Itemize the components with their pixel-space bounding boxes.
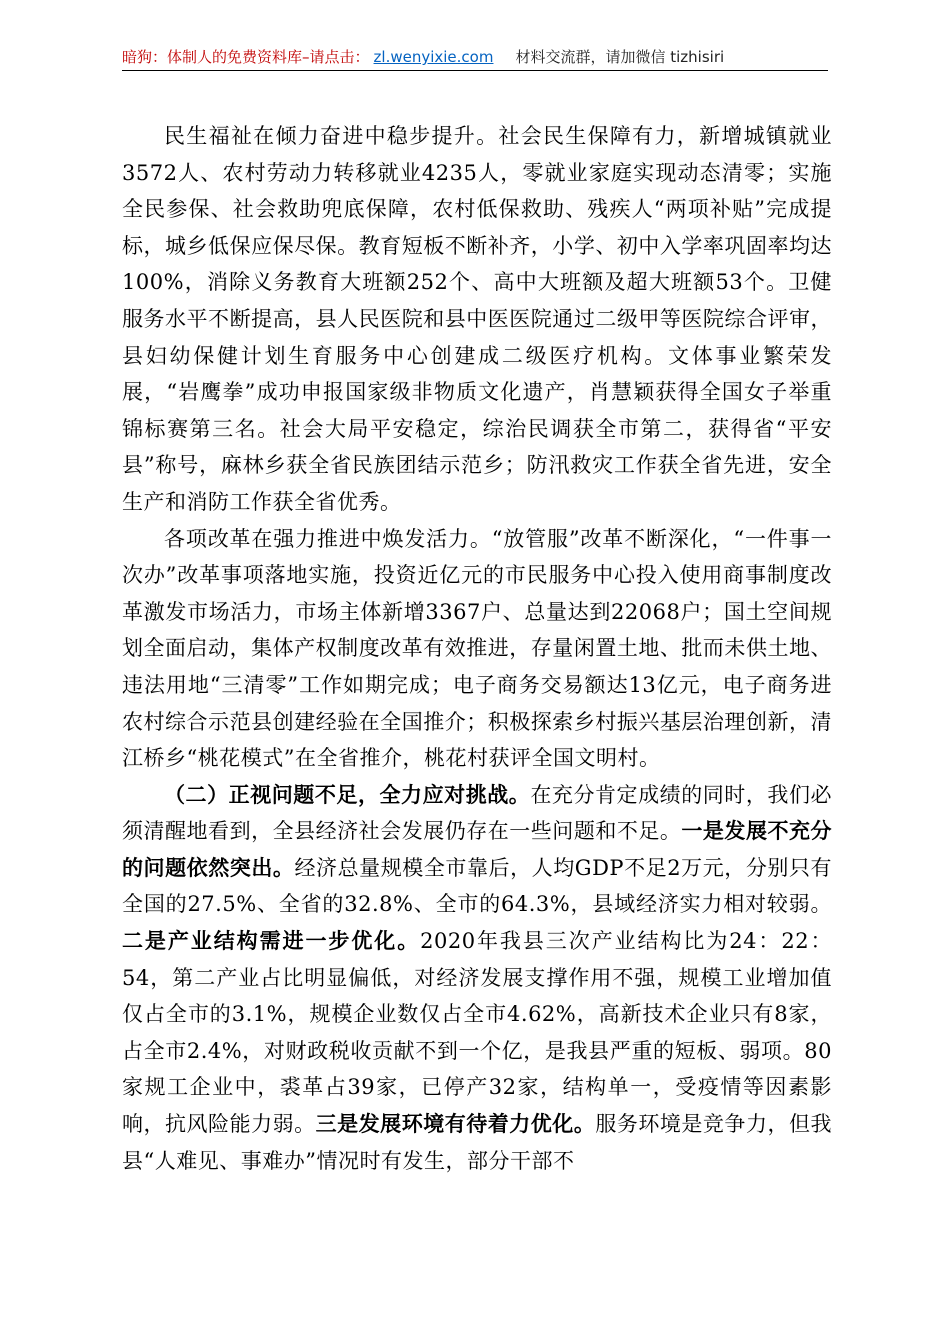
- document-body: [122, 118, 832, 1179]
- page-header: [122, 44, 828, 71]
- paragraph-text: 各项改革在强力推进中焕发活力。“放管服”改革不断深化，“一件事一次办”改革事项落地实施，投资近亿元的市民服务中心投入使用商事制度改革激发市场活力，市场主体新增3367户、总量达到22068户；国土空间规划全面启动，集体产权制度改革有效推进，存量闲置土地、批而未供土地、违法用地“三清零”工作如期完成；电子商务交易额达13亿元，电子商务进农村综合示范县创建经验在全国推介；积极探索乡村振兴基层治理创新，清江桥乡“桃花模式”在全省推介，桃花村获评全国文明村。: [122, 526, 832, 771]
- paragraph-problems: [122, 777, 832, 1180]
- header-group-info: 材料交流群，请加微信 tizhisiri: [515, 48, 725, 66]
- paragraph-text: 经济总量规模全市靠后，人均GDP不足2万元，分别只有全国的27.5%、全省的32.8%、全市的64.3%，县域经济实力相对较弱。: [122, 855, 833, 917]
- paragraph-text: 在充分肯定成绩的同时，我们必须清醒地看到，全县经济社会发展仍存在一些问题和不足。: [122, 782, 833, 844]
- point-heading-two: 二是产业结构需进一步优化。: [122, 928, 421, 954]
- section-heading: （二）正视问题不足，全力应对挑战。: [164, 781, 531, 807]
- paragraph-text: 民生福祉在倾力奋进中稳步提升。社会民生保障有力，新增城镇就业3572人、农村劳动力转移就业4235人，零就业家庭实现动态清零；实施全民参保、社会救助兜底保障，农村低保救助、残疾人“两项补贴”完成提标，城乡低保应保尽保。教育短板不断补齐，小学、初中入学率巩固率均达100%，消除义务教育大班额252个、高中大班额及超大班额53个。卫健服务水平不断提高，县人民医院和县中医医院通过二级甲等医院综合评审，县妇幼保健计划生育服务中心创建成二级医疗机构。文体事业繁荣发展，“岩鹰拳”成功申报国家级非物质文化遗产，肖慧颖获得全国女子举重锦标赛第三名。社会大局平安稳定，综治民调获全市第二，获得省“平安县”称号，麻林乡获全省民族团结示范乡；防汛救灾工作获全省先进，安全生产和消防工作获全省优秀。: [122, 124, 832, 514]
- header-brand: 暗狗：体制人的免费资料库: [122, 48, 303, 66]
- point-heading-one: 一是发展不充分的问题依然突出。: [122, 818, 832, 880]
- point-heading-three: 三是发展环境有待着力优化。: [315, 1111, 596, 1137]
- paragraph-livelihood: [122, 118, 832, 521]
- paragraph-text: 服务环境是竞争力，但我县“人难见、事难办”情况时有发生，部分干部不: [122, 1112, 832, 1173]
- paragraph-reform: [122, 521, 832, 777]
- header-prompt: –请点击：: [302, 48, 370, 66]
- paragraph-text: 2020年我县三次产业结构比为24：22：54，第二产业占比明显偏低，对经济发展支撑作用不强，规模工业增加值仅占全市的3.1%，规模企业数仅占全市4.62%，高新技术企业只有8家，占全市2.4%，对财政税收贡献不到一个亿，是我县严重的短板、弱项。80家规工企业中，裘革占39家，已停产32家，结构单一，受疫情等因素影响，抗风险能力弱。: [122, 929, 832, 1137]
- header-link[interactable]: zl.wenyixie.com: [373, 48, 494, 66]
